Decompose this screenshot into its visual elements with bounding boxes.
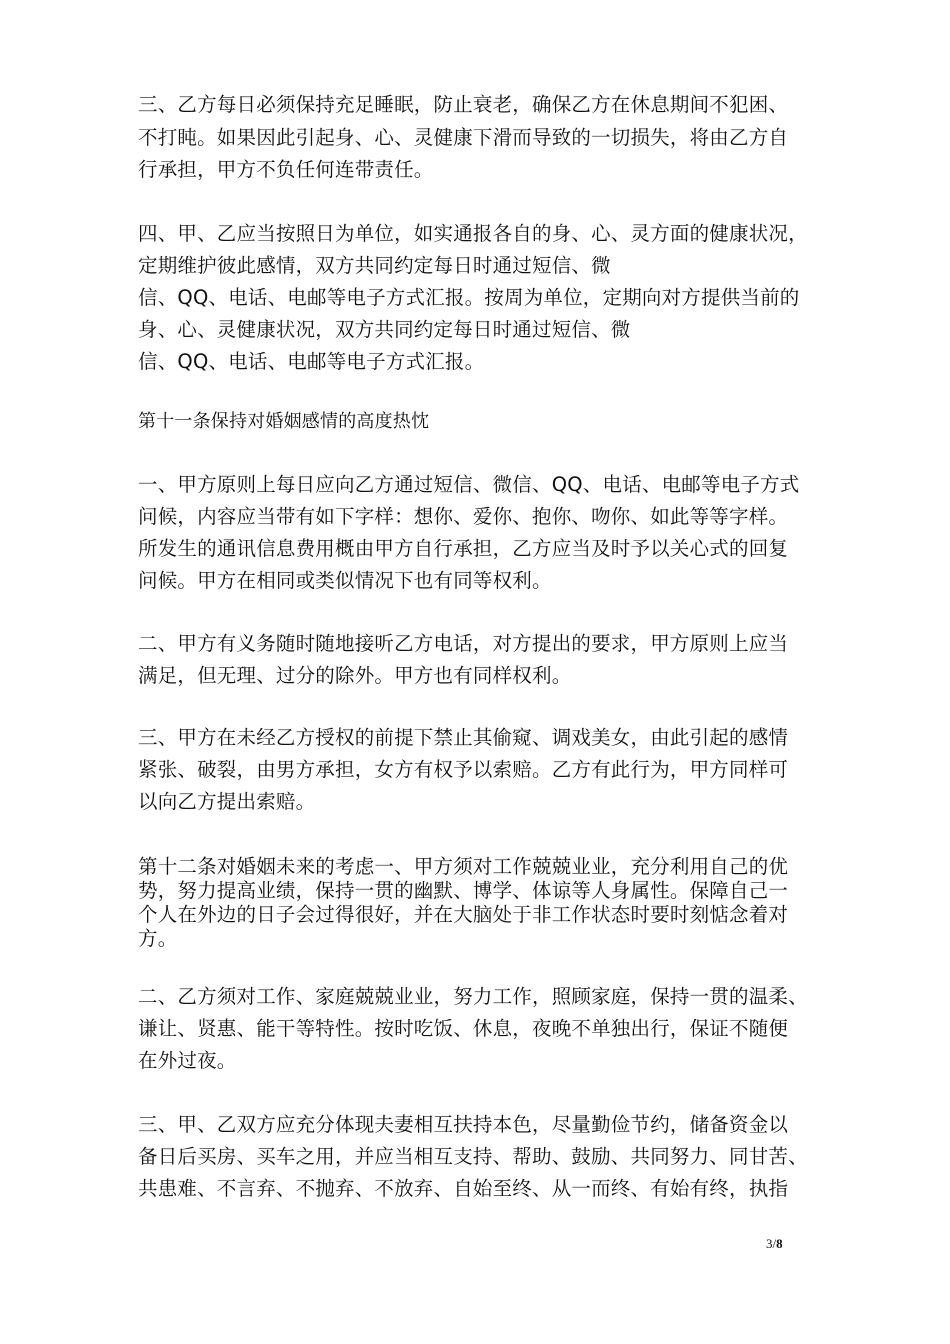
- text-line: 备日后买房、买车之用，并应当相互支持、帮助、鼓励、共同努力、同甘苦、: [138, 1145, 808, 1168]
- page-number: [766, 1236, 783, 1252]
- text-line: 一、甲方原则上每日应向乙方通过短信、微信、QQ、电话、电邮等电子方式: [138, 473, 800, 496]
- text-line: 三、甲方在未经乙方授权的前提下禁止其偷窥、调戏美女，由此引起的感情: [138, 726, 789, 749]
- text-line: 二、甲方有义务随时随地接听乙方电话，对方提出的要求，甲方原则上应当: [138, 632, 789, 655]
- text-line: 问候。甲方在相同或类似情况下也有同等权利。: [138, 569, 552, 592]
- text-line: 方。: [138, 927, 178, 950]
- text-line: 定期维护彼此感情，双方共同约定每日时通过短信、微: [138, 254, 611, 277]
- text-line: 身、心、灵健康状况，双方共同约定每日时通过短信、微: [138, 318, 631, 341]
- page-current: 3/: [766, 1236, 777, 1251]
- text-line: 所发生的通讯信息费用概由甲方自行承担，乙方应当及时予以关心式的回复: [138, 537, 789, 560]
- text-line: 问候，内容应当带有如下字样：想你、爱你、抱你、吻你、如此等等字样。: [138, 505, 789, 528]
- text-line: 满足，但无理、过分的除外。甲方也有同样权利。: [138, 664, 572, 687]
- page-total: 8: [776, 1236, 783, 1251]
- text-line: 不打盹。如果因此引起身、心、灵健康下滑而导致的一切损失，将由乙方自: [138, 126, 789, 149]
- text-line: 信、QQ、电话、电邮等电子方式汇报。按周为单位，定期向对方提供当前的: [138, 286, 800, 309]
- text-line: 四、甲、乙应当按照日为单位，如实通报各自的身、心、灵方面的健康状况，: [138, 222, 808, 245]
- text-line: 紧张、破裂，由男方承担，女方有权予以索赔。乙方有此行为，甲方同样可: [138, 758, 789, 781]
- text-line: 第十二条对婚姻未来的考虑一、甲方须对工作兢兢业业，充分利用自己的优: [138, 855, 789, 878]
- text-line: 以向乙方提出索赔。: [138, 790, 316, 813]
- text-line: 势，努力提高业绩，保持一贯的幽默、博学、体谅等人身属性。保障自己一: [138, 879, 789, 902]
- text-line: 三、乙方每日必须保持充足睡眠，防止衰老，确保乙方在休息期间不犯困、: [138, 93, 789, 116]
- text-line: 共患难、不言弃、不抛弃、不放弃、自始至终、从一而终、有始有终，执指: [138, 1177, 789, 1200]
- text-line: 个人在外边的日子会过得很好，并在大脑处于非工作状态时要时刻惦念着对: [138, 903, 789, 926]
- text-line: 信、QQ、电话、电邮等电子方式汇报。: [138, 350, 485, 373]
- section-heading: 第十一条保持对婚姻感情的高度热忱: [138, 411, 430, 432]
- text-line: 谦让、贤惠、能干等特性。按时吃饭、休息，夜晚不单独出行，保证不随便: [138, 1017, 789, 1040]
- text-line: 三、甲、乙双方应充分体现夫妻相互扶持本色，尽量勤俭节约，储备资金以: [138, 1113, 789, 1136]
- text-line: 在外过夜。: [138, 1049, 237, 1072]
- text-line: 行承担，甲方不负任何连带责任。: [138, 158, 434, 181]
- text-line: 二、乙方须对工作、家庭兢兢业业，努力工作，照顾家庭，保持一贯的温柔、: [138, 985, 808, 1008]
